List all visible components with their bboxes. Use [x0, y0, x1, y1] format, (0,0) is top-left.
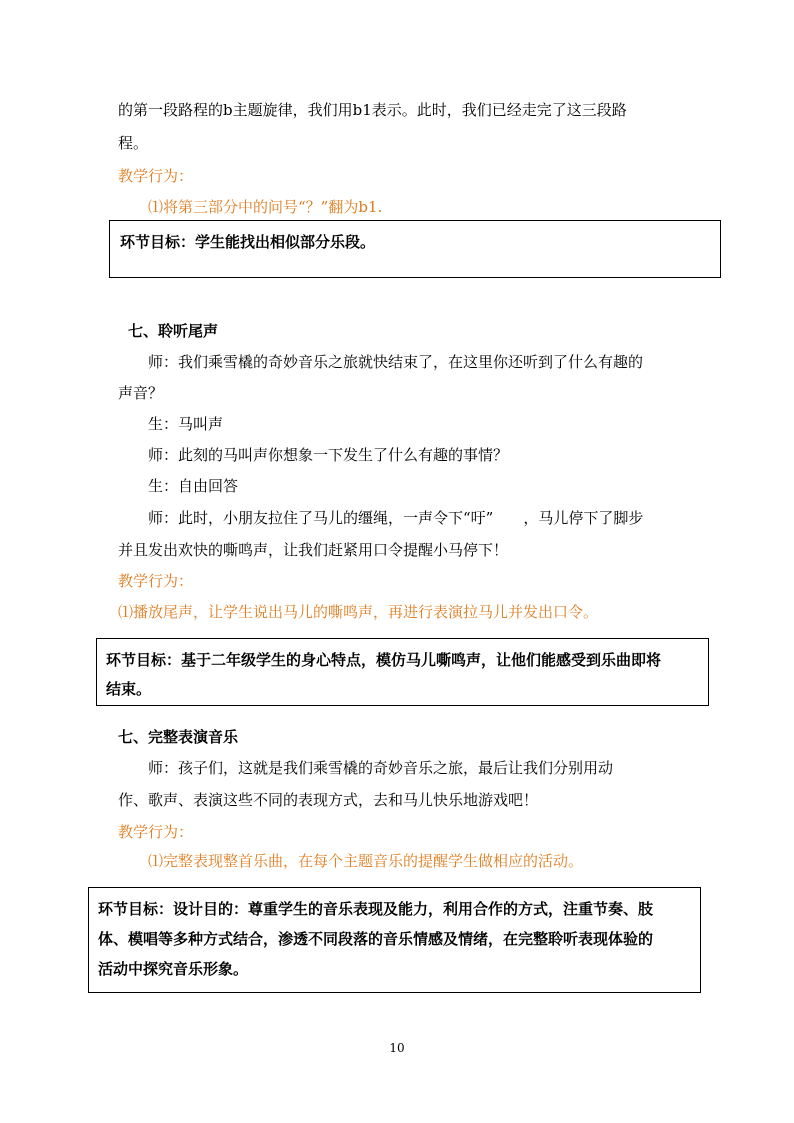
teaching-behavior-label: 教学行为：	[118, 572, 194, 590]
dialogue-line: 声音？	[118, 384, 164, 402]
section-heading: 七、聆听尾声	[128, 322, 219, 340]
dialogue-line: 作、歌声、表演这些不同的表现方式，去和马儿快乐地游戏吧！	[118, 791, 539, 809]
teaching-behavior-item: ⑴完整表现整首乐曲，在每个主题音乐的提醒学生做相应的活动。	[148, 852, 584, 870]
section-goal-text: 体、模唱等多种方式结合，渗透不同段落的音乐情感及情绪，在完整聆听表现体验的	[98, 930, 654, 948]
page-number: 10	[389, 1041, 405, 1055]
section-goal-text: 环节目标：设计目的：尊重学生的音乐表现及能力，利用合作的方式，注重节奏、肢	[98, 900, 654, 918]
dialogue-line: 师：我们乘雪橇的奇妙音乐之旅就快结束了，在这里你还听到了什么有趣的	[148, 353, 644, 371]
dialogue-line: 生：马叫声	[148, 415, 224, 433]
dialogue-line: 生：自由回答	[148, 477, 239, 495]
section-goal-box	[109, 220, 721, 278]
paragraph-line: 的第一段路程的b主题旋律，我们用b1表示。此时，我们已经走完了这三段路	[118, 101, 627, 119]
section-goal-text: 结束。	[106, 680, 152, 698]
paragraph-line: 程。	[118, 134, 149, 152]
teaching-behavior-item: ⑴将第三部分中的问号“？”翻为b1.	[148, 198, 383, 216]
section-goal-box	[96, 638, 709, 706]
section-goal-text: 活动中探究音乐形象。	[98, 960, 249, 978]
section-goal-text: 环节目标：基于二年级学生的身心特点，模仿马儿嘶鸣声，让他们能感受到乐曲即将	[106, 651, 662, 669]
section-goal-text: 环节目标：学生能找出相似部分乐段。	[120, 233, 376, 251]
dialogue-line: 师：孩子们，这就是我们乘雪橇的奇妙音乐之旅，最后让我们分别用动	[148, 759, 614, 777]
teaching-behavior-item: ⑴播放尾声，让学生说出马儿的嘶鸣声，再进行表演拉马儿并发出口令。	[118, 603, 599, 621]
section-goal-box	[88, 887, 701, 993]
dialogue-line: 并且发出欢快的嘶鸣声，让我们赶紧用口令提醒小马停下！	[118, 541, 509, 559]
dialogue-line: 师：此刻的马叫声你想象一下发生了什么有趣的事情？	[148, 446, 509, 464]
teaching-behavior-label: 教学行为：	[118, 823, 194, 841]
dialogue-line: 师：此时，小朋友拉住了马儿的缰绳，一声令下“吁” ，马儿停下了脚步	[148, 509, 644, 527]
teaching-behavior-label: 教学行为：	[118, 167, 194, 185]
section-heading: 七、完整表演音乐	[118, 728, 239, 746]
